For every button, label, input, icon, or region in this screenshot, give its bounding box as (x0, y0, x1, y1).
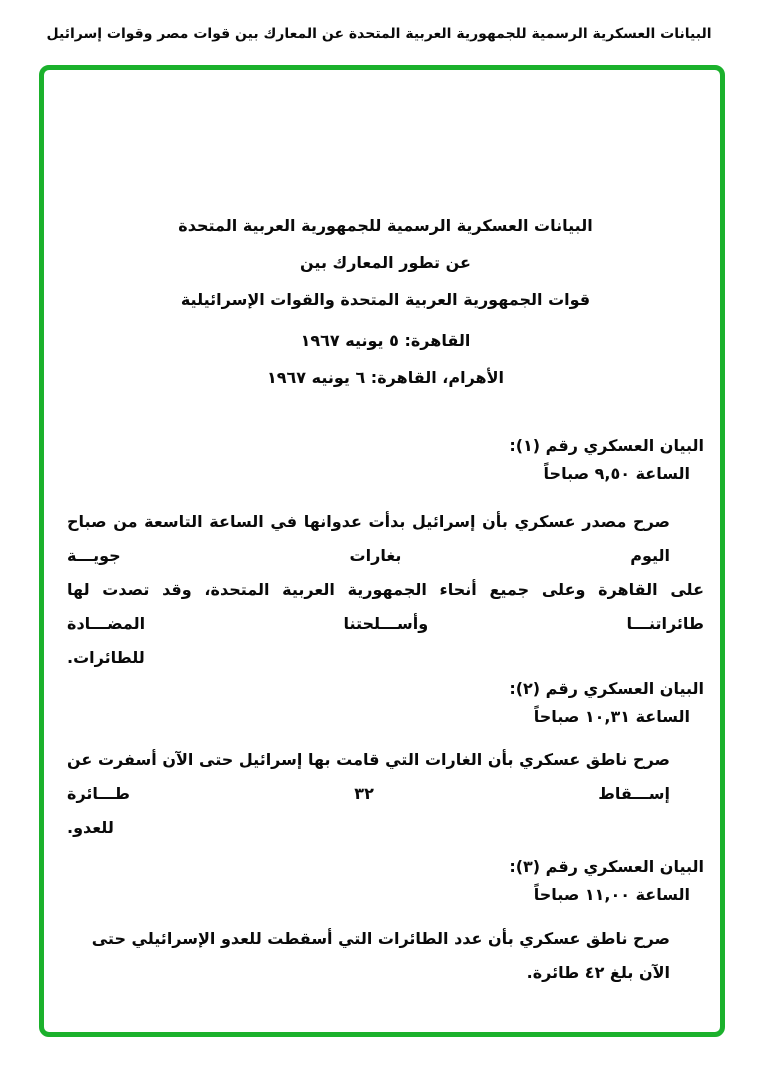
paragraph-line: للعدو. (67, 818, 114, 837)
statement-3-time: الساعة ١١,٠٠ صباحاً (533, 885, 690, 904)
paragraph-line: صرح مصدر عسكري بأن إسرائيل بدأت عدوانها في الساعة التاسعة من صباح اليوم بغارات جويـــة (67, 512, 670, 565)
paragraph-line: للطائرات. (67, 648, 145, 667)
statement-2-paragraph (67, 743, 704, 845)
dateline-alahram: الأهرام، القاهرة: ٦ يونيه ١٩٦٧ (266, 368, 505, 387)
paragraph-line: على القاهرة وعلى جميع أنحاء الجمهورية العربية المتحدة، وقد تصدت لها طائراتنـــا وأســـلحتنا المضـــادة (67, 580, 704, 633)
dateline-cairo: القاهرة: ٥ يونيه ١٩٦٧ (300, 331, 471, 350)
title-line-3: قوات الجمهورية العربية المتحدة والقوات الإسرائيلية (180, 290, 591, 309)
statement-1-header (67, 432, 704, 488)
document-top-caption: البيانات العسكرية الرسمية للجمهورية العربية المتحدة عن المعارك بين قوات مصر وقوات إسرائيل (46, 26, 712, 42)
document-title-block (67, 207, 704, 318)
document-content (44, 207, 720, 990)
statement-2-header (67, 675, 704, 731)
statement-3-header (67, 853, 704, 909)
statement-1-paragraph (67, 505, 704, 675)
statement-3-paragraph (67, 922, 704, 990)
statement-2-time: الساعة ١٠,٣١ صباحاً (533, 707, 690, 726)
title-line-2: عن تطور المعارك بين (300, 253, 471, 272)
title-line-1: البيانات العسكرية الرسمية للجمهورية العربية المتحدة (178, 216, 593, 235)
statement-3-heading: البيان العسكري رقم (٣): (509, 857, 704, 876)
statement-2-heading: البيان العسكري رقم (٢): (509, 679, 704, 698)
statement-1-heading: البيان العسكري رقم (١): (509, 436, 704, 455)
paragraph-line: صرح ناطق عسكري بأن الغارات التي قامت بها إسرائيل حتى الآن أسفرت عن إســـقاط ٣٢ طـــائرة (67, 750, 670, 803)
paragraph-line: صرح ناطق عسكري بأن عدد الطائرات التي أسقطت للعدو الإسرائيلي حتى الآن بلغ ٤٢ طائرة. (91, 929, 670, 982)
statement-1-time: الساعة ٩,٥٠ صباحاً (543, 464, 690, 483)
dateline-block (67, 322, 704, 396)
green-document-frame (39, 65, 725, 1037)
